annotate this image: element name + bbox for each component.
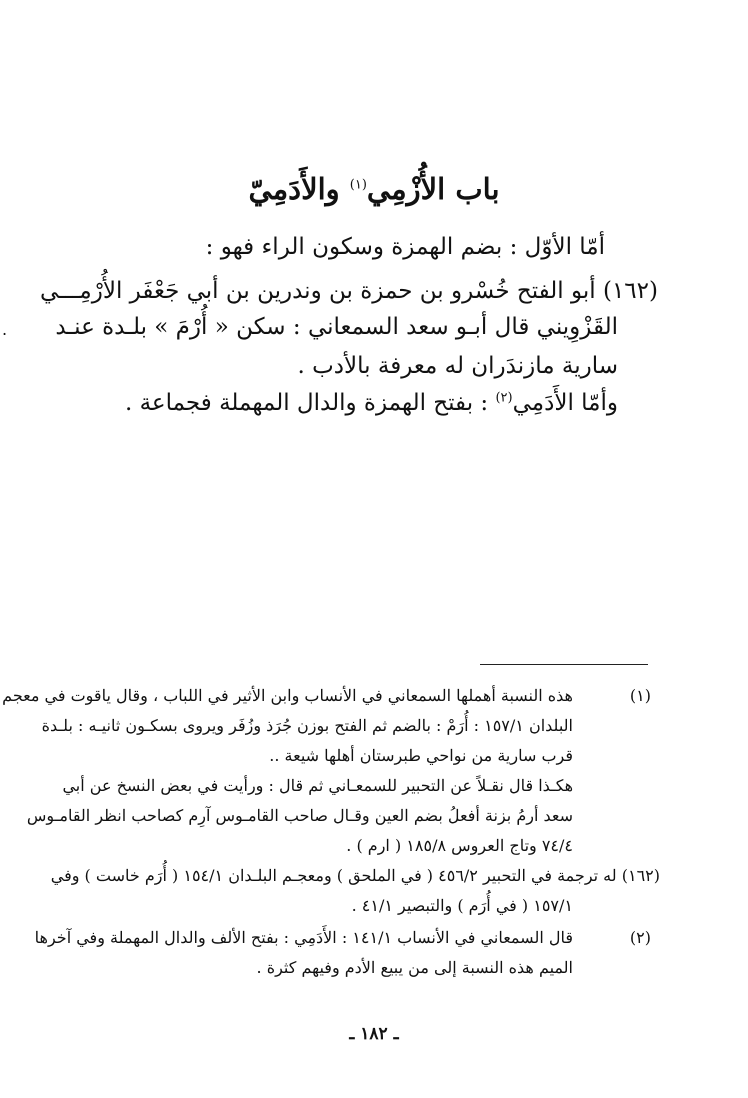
body-line-3: القَزْوِيني قال أبـو سعد السمعاني : سكن « أُرْمَ » بلـدة عنـد xyxy=(55,314,618,340)
footnote-2-line-2: الميم هذه النسبة إلى من يبيع الأدم وفيهم كثرة . xyxy=(256,958,573,977)
footnote-1-line-1: هذه النسبة أهملها السمعاني في الأنساب وابن الأثير في اللباب ، وقال ياقوت في معجم xyxy=(2,686,573,705)
footnote-2-line-1: قال السمعاني في الأنساب ١٤١/١ : الأَدَمِي : بفتح الألف والدال المهملة وفي آخرها xyxy=(34,928,573,947)
footnote-1-line-3: قرب سارية من نواحي طبرستان أهلها شيعة .. xyxy=(269,746,573,765)
body-line-5-part-1: وأمّا الأَدَمِي xyxy=(512,390,618,416)
body-line-5 xyxy=(125,390,618,416)
body-line-4: سارية مازندَران له معرفة بالأدب . xyxy=(297,353,618,379)
footnote-1-line-6: ٧٤/٤ وتاج العروس ١٨٥/٨ ( ارم ) . xyxy=(346,836,573,855)
footnote-1-line-4: هكـذا قال نقـلاً عن التحبير للسمعـاني ثم قال : ورأيت في بعض النسخ عن أبي xyxy=(62,776,573,795)
footnote-162-line-2: ١٥٧/١ ( في أُرَم ) والتبصير ٤١/١ . xyxy=(351,896,573,915)
body-line-1: أمّا الأوّل : بضم الهمزة وسكون الراء فهو : xyxy=(205,234,605,260)
body-footnote-ref: (٢) xyxy=(495,390,513,406)
footnote-162-line-1: (١٦٢) له ترجمة في التحبير ٤٥٦/٢ ( في الملحق ) ومعجـم البلـدان ١٥٤/١ ( أُرَم خاست ) وفي xyxy=(50,866,660,885)
heading-footnote-ref: (١) xyxy=(349,177,367,193)
footnote-divider xyxy=(480,664,648,665)
body-line-2: (١٦٢) أبو الفتح خُسْرو بن حمزة بن وندرين بن أبي جَعْفَر الأُرْمِـــي xyxy=(40,278,658,304)
body-line-5-part-2: : بفتح الهمزة والدال المهملة فجماعة . xyxy=(124,390,496,416)
page-number: ـ ١٨٢ ـ xyxy=(349,1024,399,1044)
heading-part-1: باب الأُزْمِي xyxy=(366,172,500,206)
footnote-1-number: (١) xyxy=(629,686,651,705)
edge-mark: . xyxy=(2,320,8,339)
footnote-1-line-2: البلدان ١٥٧/١ : أُرَمْ : بالضم ثم الفتح بوزن جُرَذ وزُفَر ويروى بسكـون ثانيـه : بلـدة xyxy=(41,716,573,735)
footnote-2-number: (٢) xyxy=(629,928,651,947)
footnote-1-line-5: سعد أرمُ بزنة أفعلُ بضم العين وقـال صاحب القامـوس آرِم كصاحب انظر القامـوس xyxy=(26,806,573,825)
heading-part-2: والأَدَمِيّ xyxy=(248,172,350,206)
section-heading xyxy=(0,172,748,206)
